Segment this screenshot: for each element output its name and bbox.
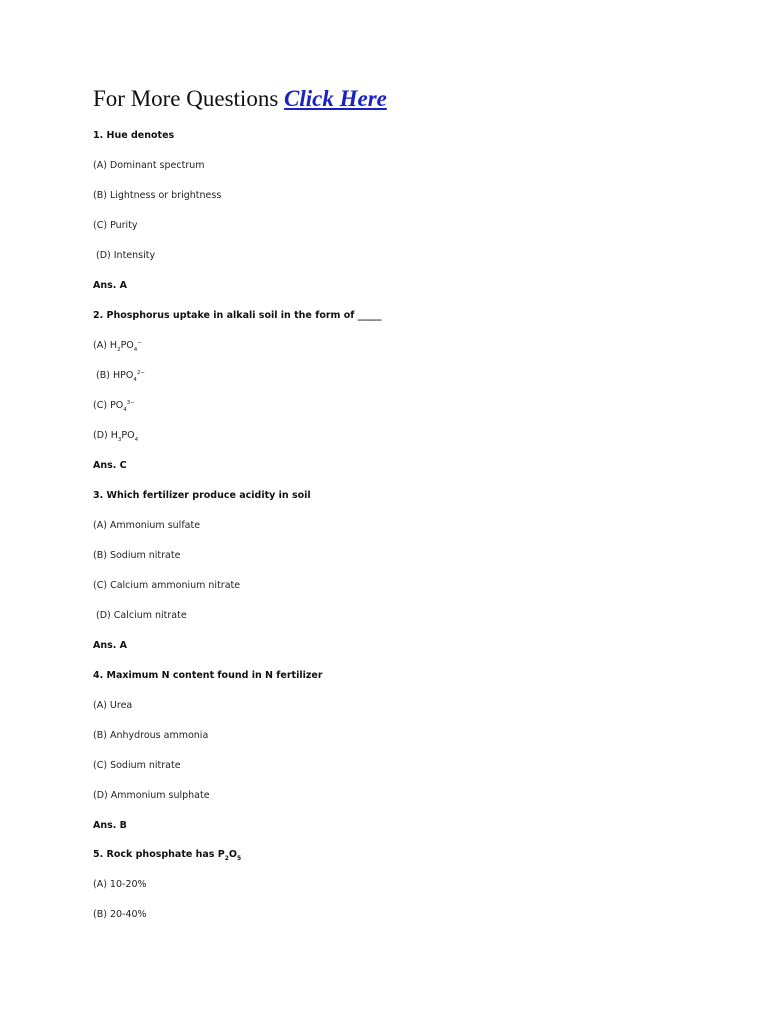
- question-3: 3. Which fertilizer produce acidity in soil: [93, 490, 311, 501]
- q1-option-a: (A) Dominant spectrum: [93, 160, 205, 171]
- q1-option-b: (B) Lightness or brightness: [93, 190, 222, 201]
- q3-option-a: (A) Ammonium sulfate: [93, 520, 201, 531]
- q2-option-d: (D) $H_3PO_4$: [93, 430, 139, 443]
- q1-option-d: (D) Intensity: [96, 250, 156, 261]
- q3-option-b: (B) Sodium nitrate: [93, 550, 181, 561]
- title-prefix: For More Questions: [93, 86, 285, 111]
- question-2: 2. Phosphorus uptake in alkali soil in the form of _____: [93, 310, 382, 321]
- q2-answer: Ans. C: [93, 460, 127, 471]
- q3-option-c: (C) Calcium ammonium nitrate: [93, 580, 241, 591]
- question-1: 1. Hue denotes: [93, 130, 175, 141]
- q2-option-b: (B) $HPO_4^{2-}$: [96, 369, 145, 383]
- q2-option-a: (A) $H_2PO_4^-$: [93, 339, 142, 353]
- q3-option-d: (D) Calcium nitrate: [96, 610, 187, 621]
- question-4: 4. Maximum N content found in N fertilizer: [93, 670, 323, 681]
- q4-answer: Ans. B: [93, 820, 127, 831]
- q5-option-b: (B) 20-40%: [93, 909, 147, 920]
- question-5: 5. Rock phosphate has $P_2O_5$: [93, 849, 242, 862]
- click-here-link[interactable]: Click Here: [284, 86, 387, 111]
- q1-answer: Ans. A: [93, 280, 128, 291]
- q4-option-d: (D) Ammonium sulphate: [93, 790, 210, 801]
- q4-option-a: (A) Urea: [93, 700, 133, 711]
- page-title: [93, 84, 387, 114]
- q1-option-c: (C) Purity: [93, 220, 138, 231]
- q4-option-c: (C) Sodium nitrate: [93, 760, 181, 771]
- q2-option-c: (C) $PO_4^{3-}$: [93, 399, 135, 413]
- q5-option-a: (A) 10-20%: [93, 879, 147, 890]
- q4-option-b: (B) Anhydrous ammonia: [93, 730, 209, 741]
- q3-answer: Ans. A: [93, 640, 128, 651]
